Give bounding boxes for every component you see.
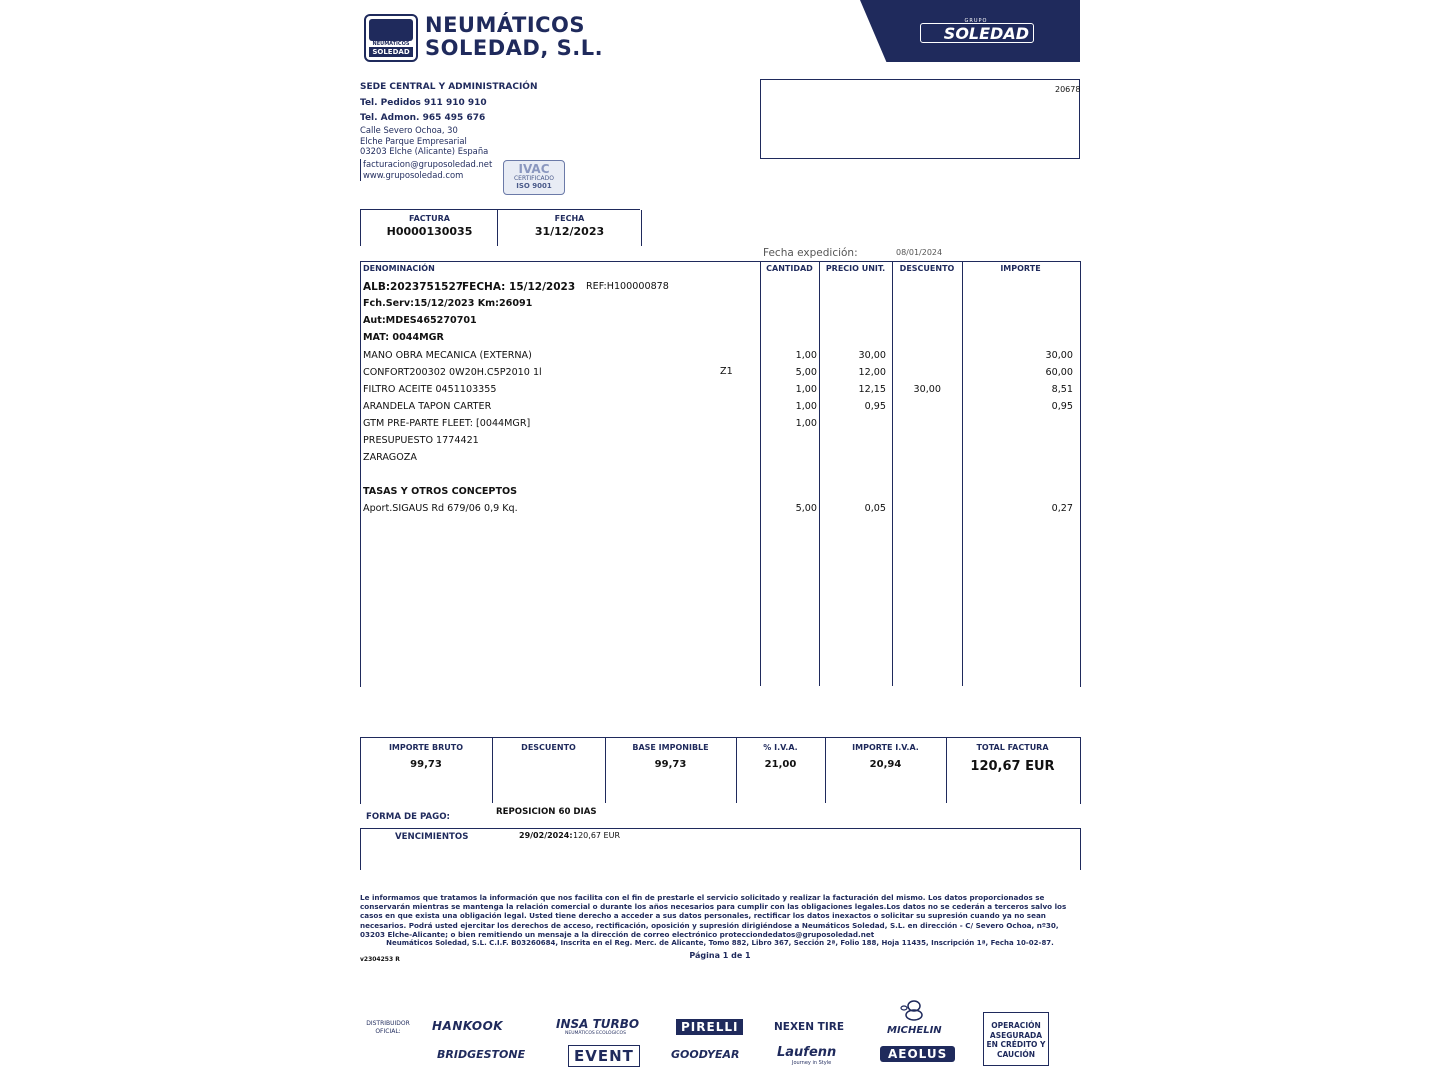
contact-info — [360, 159, 492, 181]
tel-admin: Tel. Admon. 965 495 676 — [360, 113, 486, 123]
laufenn-tagline: Journey in Style — [792, 1060, 832, 1066]
line-amount: 0,95 — [1051, 401, 1073, 412]
service-info: Fch.Serv:15/12/2023 Km:26091 — [363, 298, 533, 309]
delivery-date: FECHA: 15/12/2023 — [462, 281, 576, 293]
line-description: GTM PRE-PARTE FLEET: [0044MGR] — [363, 418, 531, 429]
line-discount: 30,00 — [913, 384, 941, 395]
laufenn-logo: Laufenn — [777, 1045, 837, 1060]
michelin-logo: MICHELIN — [887, 1025, 942, 1036]
email-link[interactable]: facturacion@gruposoledad.net — [363, 159, 493, 169]
address-street: Calle Severo Ochoa, 30 — [360, 125, 458, 135]
tax-line-price: 0,05 — [864, 503, 886, 514]
issue-date-label: Fecha expedición: — [763, 247, 858, 259]
nexen-logo: NEXEN TIRE — [774, 1021, 844, 1033]
company-logo: NEUMÁTICOS SOLEDAD — [364, 14, 418, 62]
line-description: PRESUPUESTO 1774421 — [363, 435, 479, 446]
vat-pct: 21,00 — [764, 759, 797, 770]
line-description: ZARAGOZA — [363, 452, 417, 463]
total-label: TOTAL FACTURA — [976, 743, 1049, 752]
pirelli-logo: PIRELLI — [676, 1019, 743, 1035]
hq-title: SEDE CENTRAL Y ADMINISTRACIÓN — [360, 82, 538, 92]
line-price: 12,15 — [858, 384, 886, 395]
col-denomination: DENOMINACIÓN — [363, 264, 435, 273]
total-amount: 120,67 EUR — [970, 759, 1055, 774]
tax-line-amount: 0,27 — [1051, 503, 1073, 514]
michelin-man-icon — [900, 1000, 928, 1024]
discount-label: DESCUENTO — [521, 743, 576, 752]
line-quantity: 1,00 — [795, 350, 817, 361]
due-date: 29/02/2024: — [519, 831, 573, 840]
issue-date: 08/01/2024 — [896, 248, 943, 257]
tax-line-quantity: 5,00 — [795, 503, 817, 514]
client-code: 20678 — [1055, 85, 1081, 94]
vat-label: IMPORTE I.V.A. — [852, 743, 919, 752]
line-amount: 30,00 — [1045, 350, 1073, 361]
line-price: 0,95 — [864, 401, 886, 412]
page-number: Página 1 de 1 — [689, 951, 751, 960]
line-description: ARANDELA TAPON CARTER — [363, 401, 492, 412]
invoice-number-cell: FACTURA H0000130035 — [360, 210, 498, 246]
address-park: Elche Parque Empresarial — [360, 135, 467, 146]
invoice-date-cell: FECHA 31/12/2023 — [497, 210, 642, 246]
tax-line-description: Aport.SIGAUS Rd 679/06 0,9 Kq. — [363, 503, 518, 514]
payment-method: REPOSICION 60 DIAS — [496, 807, 597, 817]
line-quantity: 1,00 — [795, 401, 817, 412]
invoice-number: H0000130035 — [386, 225, 473, 238]
payment-method-label: FORMA DE PAGO: — [366, 812, 450, 822]
insa-turbo-tagline: NEUMÁTICOS ECOLÓGICOS — [565, 1031, 626, 1036]
document-version: v2304253 R — [360, 956, 400, 963]
plate-number: MAT: 0044MGR — [363, 332, 444, 343]
insa-turbo-logo: INSA TURBO — [556, 1017, 640, 1031]
address-city: 03203 Elche (Alicante) España — [360, 146, 489, 156]
aeolus-logo: AEOLUS — [880, 1046, 955, 1062]
line-amount: 8,51 — [1051, 384, 1073, 395]
grupo-soledad-logo: GRUPO SOLEDAD — [918, 18, 1034, 44]
col-amount: IMPORTE — [1000, 264, 1041, 273]
line-price: 30,00 — [858, 350, 886, 361]
web-link[interactable]: www.gruposoledad.com — [363, 170, 464, 180]
line-quantity: 5,00 — [795, 367, 817, 378]
base-amount: 99,73 — [654, 759, 687, 770]
line-description: FILTRO ACEITE 0451103355 — [363, 384, 497, 395]
bridgestone-logo: BRIDGESTONE — [437, 1048, 526, 1061]
registry-info: Neumáticos Soledad, S.L. C.I.F. B03260684, Inscrita en el Reg. Merc. de Alicante, Tomo 882, Libro 367, Sección 2ª, Folio 188, Hoja 11435, Inscripción 1ª, Fecha 10-02-87. — [386, 939, 1054, 947]
line-quantity: 1,00 — [795, 418, 817, 429]
gross-amount: 99,73 — [410, 759, 442, 770]
base-label: BASE IMPONIBLE — [632, 743, 709, 752]
vat-pct-label: % I.V.A. — [763, 743, 798, 752]
hankook-logo: HANKOOK — [432, 1019, 504, 1033]
company-name: NEUMÁTICOS SOLEDAD, S.L. — [425, 13, 604, 60]
authorization: Aut:MDES465270701 — [363, 315, 477, 326]
line-description: MANO OBRA MECANICA (EXTERNA) — [363, 350, 532, 361]
recipient-box — [760, 79, 1080, 159]
line-description: CONFORT200302 0W20H.C5P2010 1l — [363, 367, 542, 378]
distributor-label: DISTRIBUIDOR OFICIAL: — [366, 1020, 410, 1035]
credit-insurance-badge: OPERACIÓN ASEGURADA EN CRÉDITO Y CAUCIÓN — [983, 1012, 1049, 1066]
tel-orders: Tel. Pedidos 911 910 910 — [360, 98, 487, 108]
invoice-header-box — [360, 209, 640, 246]
col-quantity: CANTIDAD — [766, 264, 813, 273]
col-discount: DESCUENTO — [899, 264, 955, 273]
line-amount: 60,00 — [1045, 367, 1073, 378]
vat-amount: 20,94 — [869, 759, 902, 770]
iso-certificate-badge: IVAC CERTIFICADO ISO 9001 — [503, 160, 565, 195]
privacy-notice: Le informamos que tratamos la información que nos facilita con el fin de prestarle el servicio solicitado y realizar la facturación del mismo. Los datos proporcionados se conservarán mientras se mantenga la relación comercial o durante los años necesarios para cumplir con las obligaciones legales.Los datos no se cederán a terceros salvo los casos en que exista una obligación legal. Usted tiene derecho a acceder a sus datos personales, rectificar los datos inexactos o solicitar su supresión cuando ya no sean necesarios. Podrá usted ejercitar los derechos de acceso, rectificación, oposición y supresión dirigiéndose a Neumáticos Soledad, S.L. en dirección - C/ Severo Ochoa, nº30, 03203 Elche-Alicante; o bien remitiendo un mensaje a la dirección de correo electrónico protecciondedatos@gruposoledad.net — [360, 893, 1067, 939]
taxes-title: TASAS Y OTROS CONCEPTOS — [363, 486, 518, 497]
due-amount: 120,67 EUR — [573, 831, 621, 840]
reference: REF:H100000878 — [586, 281, 669, 292]
invoice-date: 31/12/2023 — [534, 225, 605, 238]
delivery-note: ALB:2023751527 — [363, 281, 464, 293]
gross-label: IMPORTE BRUTO — [388, 743, 464, 752]
goodyear-logo: GOODYEAR — [671, 1048, 740, 1061]
event-logo: EVENT — [568, 1045, 640, 1067]
line-quantity: 1,00 — [795, 384, 817, 395]
headquarters-info — [360, 80, 538, 157]
col-unit-price: PRECIO UNIT. — [825, 264, 886, 273]
due-dates-label: VENCIMIENTOS — [395, 832, 469, 842]
line-price: 12,00 — [858, 367, 886, 378]
line-code: Z1 — [720, 366, 733, 377]
